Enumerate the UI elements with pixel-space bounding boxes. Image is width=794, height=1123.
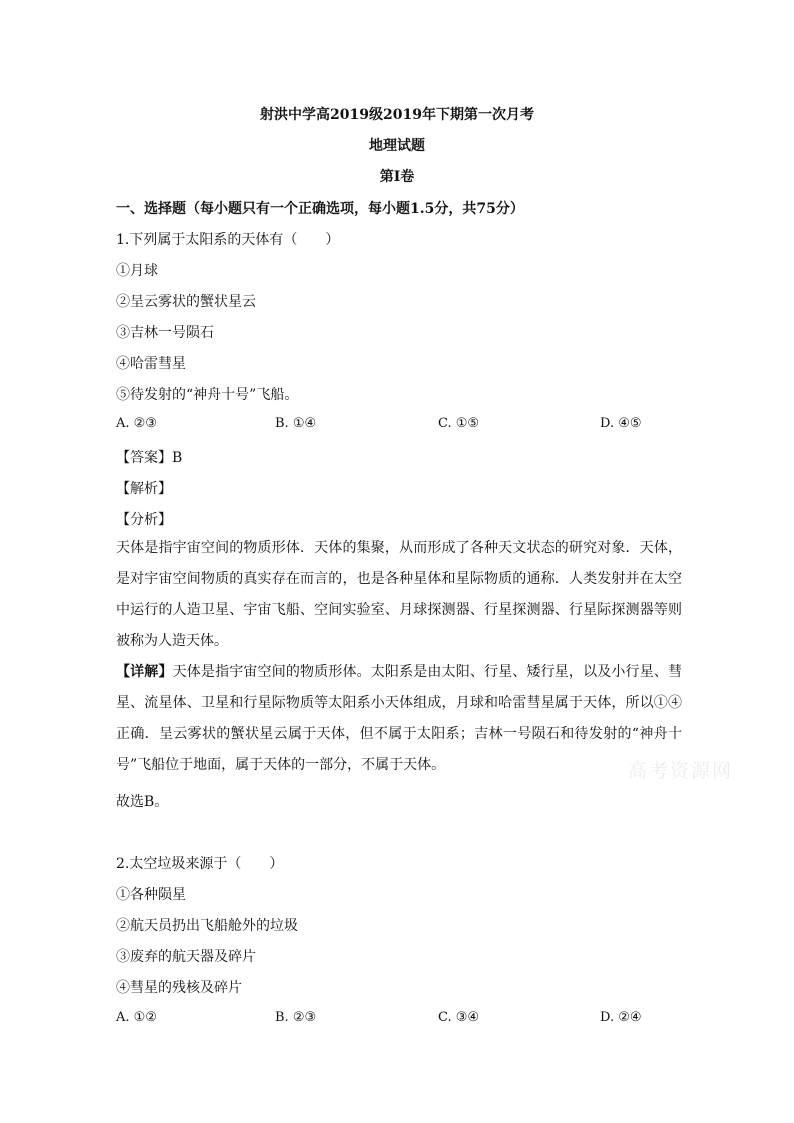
q1-detail-text: 天体是指宇宙空间的物质形体。太阳系是由太阳、行星、矮行星，以及小行星、彗星、流星体、卫星和行星际物质等太阳系小天体组成，月球和哈雷彗星属于天体，所以①④正确．呈云雾状的蟹状星云属于天体，但不属于太阳系；吉林一号陨石和待发射的“神舟十号”飞船位于地面，属于天体的一部分，不属于天体。: [116, 664, 683, 773]
q2-item-1: ①各种陨星: [116, 887, 186, 903]
q1-item-3: ③吉林一号陨石: [116, 325, 214, 341]
q1-item-2: ②呈云雾状的蟹状星云: [116, 294, 256, 310]
watermark: 高考资源网: [628, 760, 734, 782]
q1-fenxi-text: 天体是指宇宙空间的物质形体．天体的集聚，从而形成了各种天文状态的研究对象．天体，是对宇宙空间物质的真实存在而言的，也是各种星体和星际物质的通称．人类发射并在太空中运行的人造卫星、宇宙飞船、空间实验室、月球探测器、行星探测器、行星际探测器等则被称为人造天体。: [116, 540, 682, 649]
q1-item-4: ④哈雷彗星: [116, 356, 186, 372]
q2-stem: 2.太空垃圾来源于（ ）: [116, 856, 284, 872]
q2-option-d: D. ②④: [600, 1010, 642, 1025]
q2-item-3: ③废弃的航天器及碎片: [116, 949, 256, 965]
q1-item-1: ①月球: [116, 263, 158, 279]
q1-detail: [116, 657, 682, 781]
q1-answer: 【答案】B: [116, 450, 183, 466]
q2-option-a: A. ①②: [116, 1010, 157, 1025]
q1-conclusion: 故选B。: [116, 794, 169, 810]
q2-option-b: B. ②③: [275, 1010, 317, 1025]
exam-subject: 地理试题: [369, 138, 425, 154]
q1-fenxi-label: 【分析】: [116, 512, 172, 528]
q1-analysis-label: 【解析】: [116, 481, 172, 497]
q1-option-b: B. ①④: [275, 416, 317, 431]
q1-item-5: ⑤待发射的“神舟十号”飞船。: [116, 387, 299, 403]
q1-detail-label: 【详解】: [116, 664, 173, 680]
exam-volume: 第I卷: [379, 169, 415, 185]
q2-option-c: C. ③④: [438, 1010, 480, 1025]
q1-option-c: C. ①⑤: [438, 416, 480, 431]
q1-stem: 1.下列属于太阳系的天体有（ ）: [116, 232, 340, 248]
exam-title: 射洪中学高2019级2019年下期第一次月考: [260, 107, 534, 123]
q1-option-a: A. ②③: [116, 416, 157, 431]
q1-option-d: D. ④⑤: [600, 416, 642, 431]
q2-item-2: ②航天员扔出飞船舱外的垃圾: [116, 918, 298, 934]
q2-item-4: ④彗星的残核及碎片: [116, 980, 242, 996]
section-heading: 一、选择题（每小题只有一个正确选项，每小题1.5分，共75分）: [116, 201, 524, 217]
